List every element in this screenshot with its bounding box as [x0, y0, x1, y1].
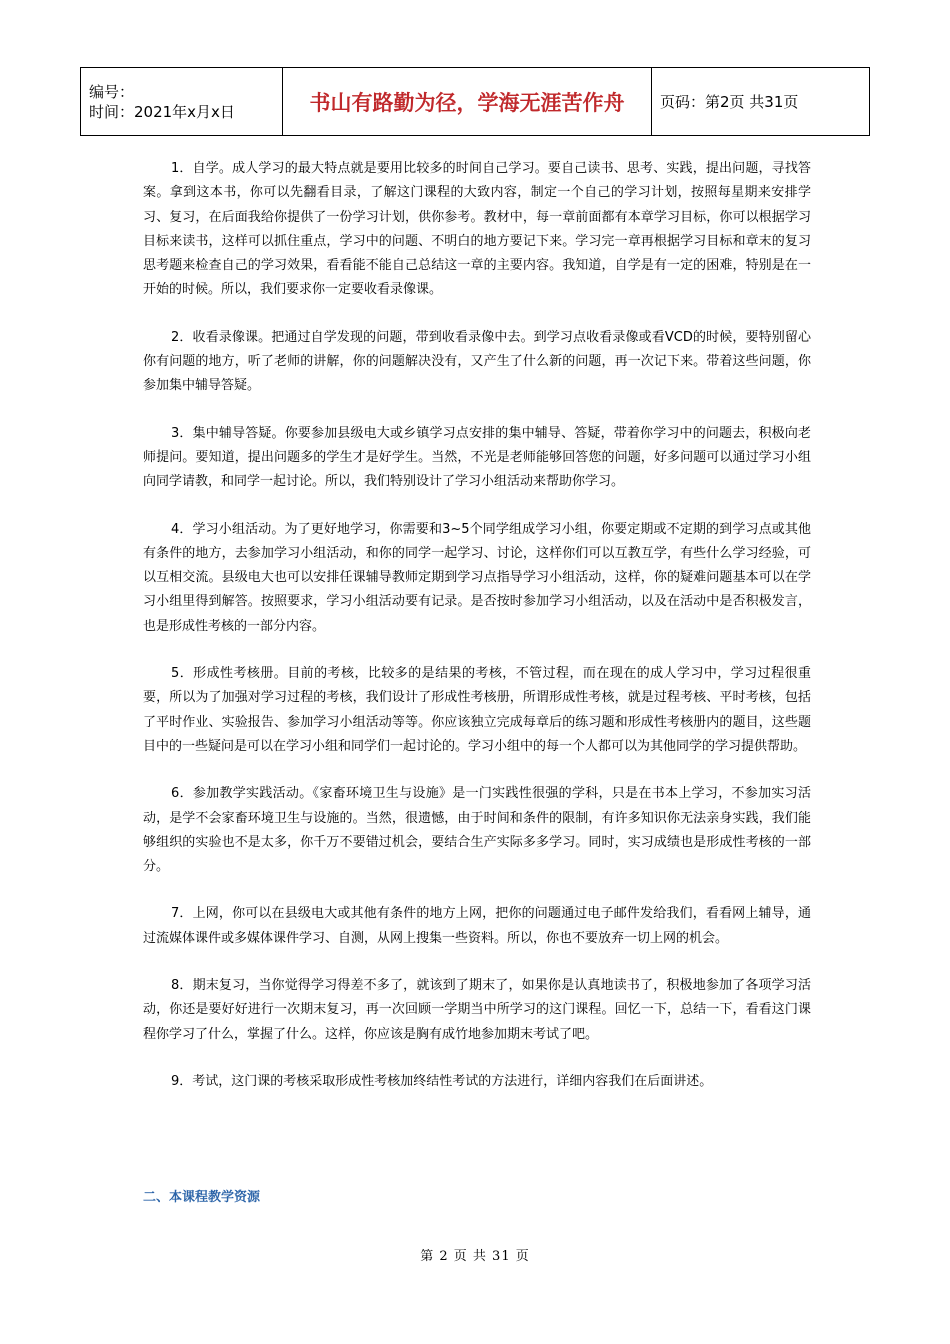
time-label: 时间：2021年x月x日: [89, 102, 235, 121]
paragraph-6: 6．参加教学实践活动。《家畜环境卫生与设施》是一门实践性很强的学科，只是在书本上学习，不参加实习活动，是学不会家畜环境卫生与设施的。当然，很遗憾，由于时间和条件的限制，有许多知识你无法亲身实践，我们能够组织的实验也不是太多，你千万不要错过机会，要结合生产实际多多学习。同时，实习成绩也是形成性考核的一部分。: [143, 786, 811, 875]
header-meta-cell: [81, 68, 283, 136]
page-footer: 第 2 页 共 31 页: [420, 1249, 530, 1264]
paragraph-1: 1．自学。成人学习的最大特点就是要用比较多的时间自己学习。要自己读书、思考、实践，提出问题，寻找答案。拿到这本书，你可以先翻看目录，了解这门课程的大致内容，制定一个自己的学习计划，按照每星期来安排学习、复习，在后面我给你提供了一份学习计划，供你参考。教材中，每一章前面都有本章学习目标，你可以根据学习目标来读书，这样可以抓住重点，学习中的问题、不明白的地方要记下来。学习完一章再根据学习目标和章末的复习思考题来检查自己的学习效果，看看能不能自己总结这一章的主要内容。我知道，自学是有一定的困难，特别是在一开始的时候。所以，我们要求你一定要收看录像课。: [143, 161, 811, 298]
number-label: 编号：: [89, 82, 135, 101]
document-header: [80, 67, 870, 136]
paragraph-4: 4．学习小组活动。为了更好地学习，你需要和3~5个同学组成学习小组，你要定期或不定期的到学习点或其他有条件的地方，去参加学习小组活动，和你的同学一起学习、讨论，这样你们可以互教互学，有些什么学习经验，可以互相交流。县级电大也可以安排任课辅导教师定期到学习点指导学习小组活动，这样，你的疑难问题基本可以在学习小组里得到解答。按照要求，学习小组活动要有记录。是否按时参加学习小组活动，以及在活动中是否积极发言，也是形成性考核的一部分内容。: [143, 521, 811, 634]
header-motto: 书山有路勤为径，学海无涯苦作舟: [283, 68, 652, 136]
paragraph-9: 9．考试，这门课的考核采取形成性考核加终结性考试的方法进行，详细内容我们在后面讲述。: [171, 1073, 713, 1089]
paragraph-3: 3．集中辅导答疑。你要参加县级电大或乡镇学习点安排的集中辅导、答疑，带着你学习中的问题去，积极向老师提问。要知道，提出问题多的学生才是好学生。当然，不光是老师能够回答您的问题，好多问题可以通过学习小组向同学请教，和同学一起讨论。所以，我们特别设计了学习小组活动来帮助你学习。: [143, 425, 811, 490]
header-page-info: 页码：第2页 共31页: [652, 68, 870, 136]
section-heading: 二、本课程教学资源: [143, 1190, 261, 1205]
paragraph-5: 5．形成性考核册。目前的考核，比较多的是结果的考核，不管过程，而在现在的成人学习中，学习过程很重要，所以为了加强对学习过程的考核，我们设计了形成性考核册，所谓形成性考核，就是过程考核、平时考核，包括了平时作业、实验报告、参加学习小组活动等等。你应该独立完成每章后的练习题和形成性考核册内的题目，这些题目中的一些疑问是可以在学习小组和同学们一起讨论的。学习小组中的每一个人都可以为其他同学的学习提供帮助。: [143, 666, 811, 754]
paragraph-7: 7．上网，你可以在县级电大或其他有条件的地方上网，把你的问题通过电子邮件发给我们，看看网上辅导，通过流媒体课件或多媒体课件学习、自测，从网上搜集一些资料。所以，你也不要放弃一切上网的机会。: [143, 906, 811, 946]
paragraph-2: 2．收看录像课。把通过自学发现的问题，带到收看录像中去。到学习点收看录像或看VCD的时候，要特别留心你有问题的地方，听了老师的讲解，你的问题解决没有，又产生了什么新的问题，再一次记下来。带着这些问题，你参加集中辅导答疑。: [143, 329, 811, 394]
paragraph-8: 8．期末复习，当你觉得学习得差不多了，就该到了期末了，如果你是认真地读书了，积极地参加了各项学习活动，你还是要好好进行一次期末复习，再一次回顾一学期当中所学习的这门课程。回忆一下，总结一下，看看这门课程你学习了什么，掌握了什么。这样，你应该是胸有成竹地参加期末考试了吧。: [143, 978, 811, 1042]
body-content: [143, 157, 811, 1117]
